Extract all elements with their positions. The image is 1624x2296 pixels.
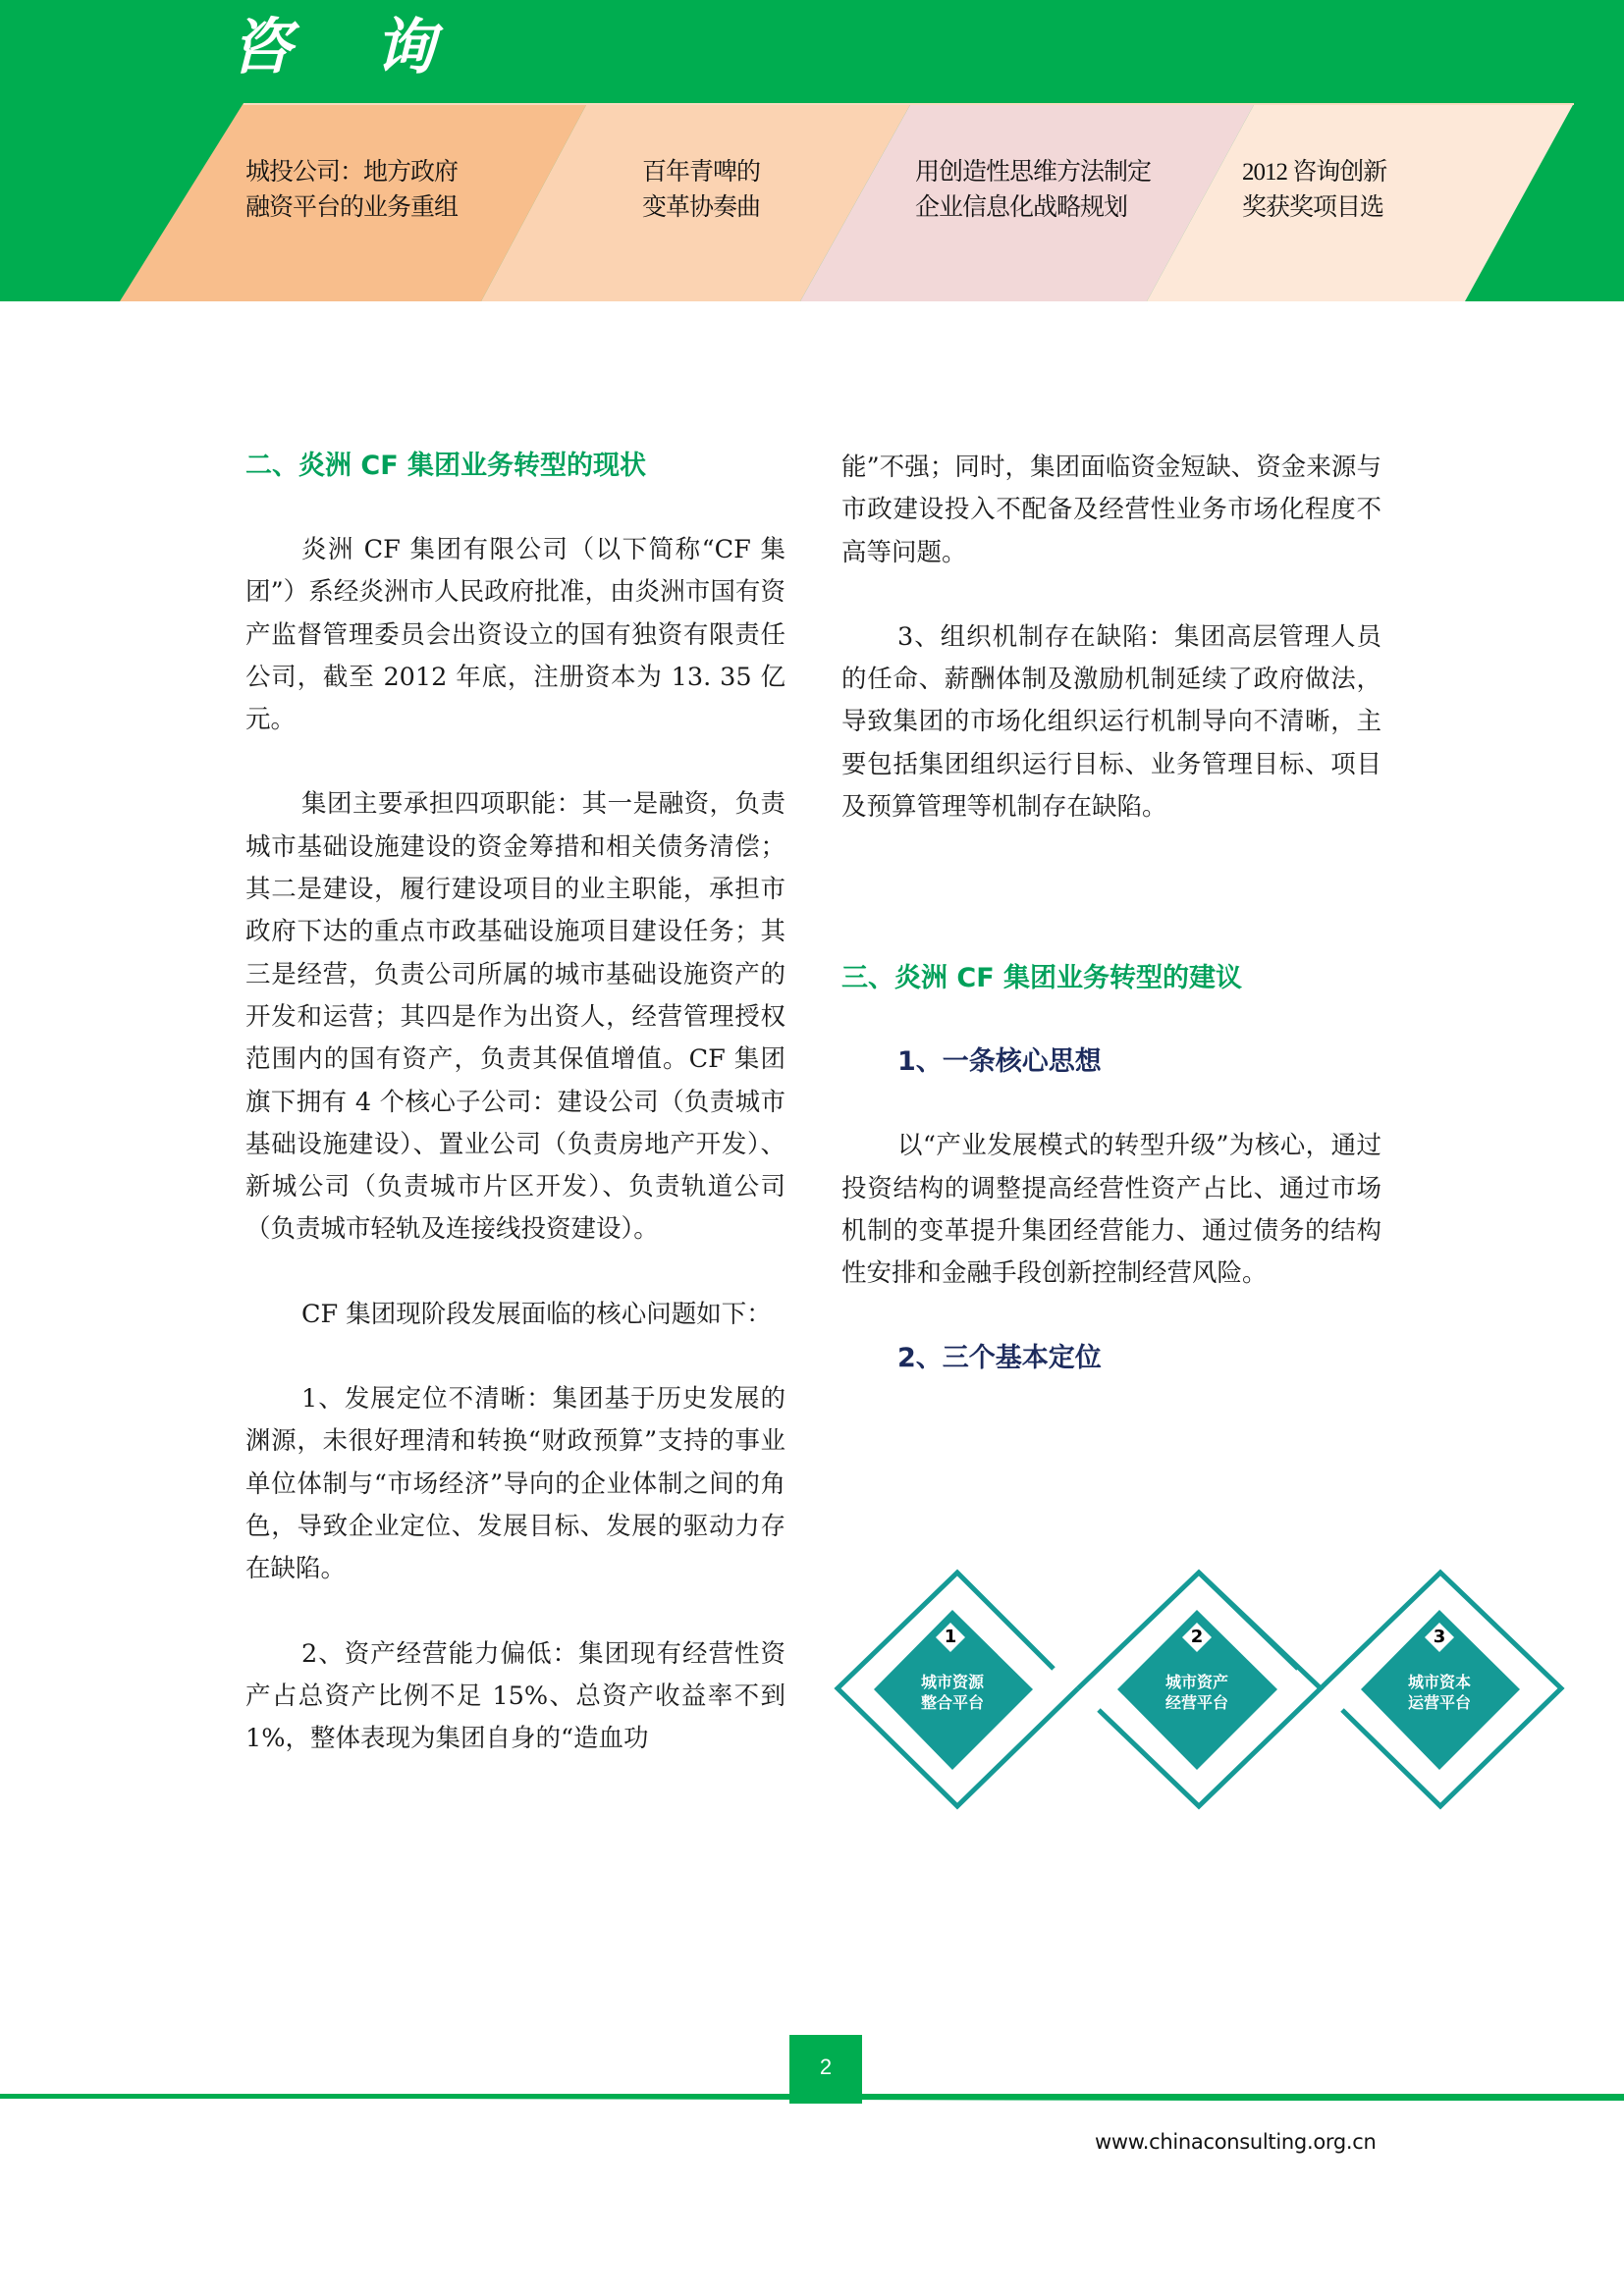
paragraph-core-issues: CF 集团现阶段发展面临的核心问题如下： <box>301 1299 772 1329</box>
masthead-title <box>231 8 517 86</box>
section-heading-3: 三、炎洲 CF 集团业务转型的建议 <box>841 963 1243 994</box>
website-link[interactable]: www.chinaconsulting.org.cn <box>1095 2130 1377 2154</box>
diamond-1-label-line2: 整合平台 <box>920 1693 984 1712</box>
section-heading-2: 二、炎洲 CF 集团业务转型的现状 <box>245 451 647 481</box>
banner-link-2[interactable] <box>642 155 760 226</box>
banner-link-2-line2: 变革协奏曲 <box>642 194 761 221</box>
subheading-core-idea: 1、一条核心思想 <box>897 1046 1102 1078</box>
diamond-1-label-line1: 城市资源 <box>920 1673 984 1691</box>
masthead-char-1: 咨 <box>231 11 375 82</box>
diamond-3-label-line1: 城市资本 <box>1407 1673 1471 1691</box>
diamond-3-label-line2: 运营平台 <box>1407 1693 1471 1712</box>
banner-link-1-line2: 融资平台的业务重组 <box>245 194 459 221</box>
diamond-2-label <box>1148 1672 1246 1713</box>
paragraph-functions: 集团主要承担四项职能：其一是融资，负责城市基础设施建设的资金筹措和相关债务清偿；其二是建设，履行建设项目的业主职能，承担市政府下达的重点市政基础设施项目建设任务；其三是经营，负责公司所属的城市基础设施资产的开发和运营；其四是作为出资人，经营管理授权范围内的国有资产，负责其保值增值。CF 集团旗下拥有 4 个核心子公司：建设公司（负责城市基础设施建设）、置业公司（负责房地产开发）、新城公司（负责城市片区开发）、负责轨道公司（负责城市轻轨及连接线投资建设）。 <box>245 789 785 1245</box>
banner-link-3-line2: 企业信息化战略规划 <box>915 194 1128 221</box>
diamond-1-label <box>903 1672 1001 1713</box>
diamond-1-number: 1 <box>944 1627 957 1647</box>
paragraph-core-idea: 以“产业发展模式的转型升级”为核心，通过投资结构的调整提高经营性资产占比、通过市场机制的变革提升集团经营能力、通过债务的结构性安排和金融手段创新控制经营风险。 <box>841 1131 1381 1289</box>
page-number: 2 <box>789 2035 862 2104</box>
left-column <box>245 447 785 1760</box>
paragraph-issue-3: 3、组织机制存在缺陷：集团高层管理人员的任命、薪酬体制及激励机制延续了政府做法，导致集团的市场化组织运行机制导向不清晰，主要包括集团组织运行目标、业务管理目标、项目及预算管理等机制存在缺陷。 <box>841 621 1381 823</box>
banner-link-4-line1: 2012 咨询创新 <box>1242 159 1387 186</box>
right-column <box>841 447 1381 1378</box>
banner-link-3[interactable] <box>915 155 1151 226</box>
paragraph-issue-2: 2、资产经营能力偏低：集团现有经营性资产占总资产比例不足 15%、总资产收益率不到 1%，整体表现为集团自身的“造血功 <box>245 1638 785 1754</box>
banner-link-4[interactable] <box>1242 155 1386 226</box>
banner-link-4-line2: 奖获奖项目选 <box>1242 194 1384 221</box>
paragraph-issue-1: 1、发展定位不清晰：集团基于历史发展的渊源，未很好理清和转换“财政预算”支持的事业单位体制与“市场经济”导向的企业体制之间的角色，导致企业定位、发展目标、发展的驱动力存在缺陷。 <box>245 1384 785 1584</box>
diamond-2-number: 2 <box>1190 1627 1204 1647</box>
masthead-char-2: 询 <box>374 11 518 82</box>
banner-link-1[interactable] <box>245 155 458 226</box>
diamond-3-label <box>1390 1672 1489 1713</box>
banner-link-1-line1: 城投公司：地方政府 <box>245 159 459 186</box>
paragraph-issue-2-continued: 能”不强；同时，集团面临资金短缺、资金来源与市政建设投入不配备及经营性业务市场化程度不高等问题。 <box>841 453 1381 567</box>
banner-link-3-line1: 用创造性思维方法制定 <box>915 159 1152 186</box>
diamond-2-label-line1: 城市资产 <box>1164 1673 1228 1691</box>
subheading-three-positions: 2、三个基本定位 <box>897 1342 1102 1373</box>
paragraph-intro: 炎洲 CF 集团有限公司（以下简称“CF 集团”）系经炎洲市人民政府批准，由炎洲市国有资产监督管理委员会出资设立的国有独资有限责任公司，截至 2012 年底，注册资本为 13. 35 亿元。 <box>245 535 785 735</box>
diamond-3-number: 3 <box>1433 1627 1446 1647</box>
diamond-2-label-line2: 经营平台 <box>1164 1693 1228 1712</box>
banner-link-2-line1: 百年青啤的 <box>642 159 761 186</box>
